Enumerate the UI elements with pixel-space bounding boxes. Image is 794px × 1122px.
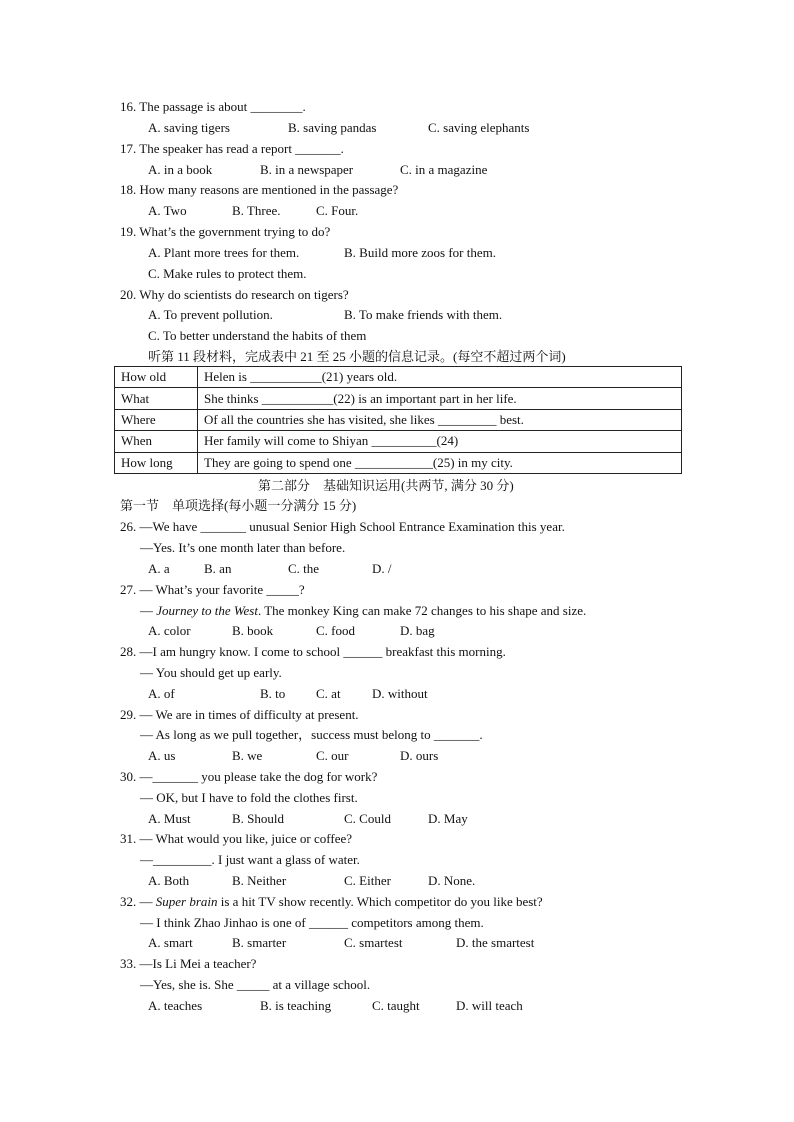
question-32-prefix: 32. — <box>120 894 156 909</box>
question-33-option-b: B. is teaching <box>260 998 332 1013</box>
question-29-option-d: D. ours <box>400 748 439 763</box>
question-31-option-a: A. Both <box>148 873 190 888</box>
question-18-option-b: B. Three. <box>232 203 281 218</box>
question-27-option-a: A. color <box>148 623 191 638</box>
question-30-option-d: D. May <box>428 811 468 826</box>
question-29-option-b: B. we <box>232 748 263 763</box>
section-title: 第一节 单项选择(每小题一分满分 15 分) <box>120 498 357 513</box>
table-instruction: 听第 11 段材料，完成表中 21 至 25 小题的信息记录。(每空不超过两个词) <box>148 349 566 364</box>
question-17-stem: 17. The speaker has read a report _______. <box>120 141 344 156</box>
question-30-line-1: 30. —_______ you please take the dog for work? <box>120 769 378 784</box>
table-row <box>115 409 682 430</box>
question-26-option-a: A. a <box>148 561 170 576</box>
question-20-option-c: C. To better understand the habits of them <box>148 328 367 343</box>
table-row <box>115 452 682 473</box>
question-29-line-2: — As long as we pull together，success must belong to _______. <box>140 727 483 742</box>
question-32-option-b: B. smarter <box>232 935 287 950</box>
question-31-option-c: C. Either <box>344 873 391 888</box>
question-31-line-1: 31. — What would you like, juice or coffee? <box>120 831 353 846</box>
question-27-option-b: B. book <box>232 623 274 638</box>
question-18-stem: 18. How many reasons are mentioned in the passage? <box>120 182 399 197</box>
question-19-option-b: B. Build more zoos for them. <box>344 245 497 260</box>
question-29-option-a: A. us <box>148 748 176 763</box>
question-31-line-2: —_________. I just want a glass of water. <box>140 852 360 867</box>
question-20-option-a: A. To prevent pollution. <box>148 307 273 322</box>
table-row <box>115 367 682 388</box>
question-26-line-2: —Yes. It’s one month later than before. <box>140 540 346 555</box>
question-33-option-c: C. taught <box>372 998 420 1013</box>
question-30-line-2: — OK, but I have to fold the clothes first. <box>140 790 358 805</box>
question-17-option-a: A. in a book <box>148 162 213 177</box>
question-28-line-2: — You should get up early. <box>140 665 282 680</box>
question-33-line-1: 33. —Is Li Mei a teacher? <box>120 956 257 971</box>
book-title: Journey to the West <box>156 603 258 618</box>
question-32-line-1-rest: is a hit TV show recently. Which competitor do you like best? <box>217 894 543 909</box>
question-16-option-c: C. saving elephants <box>428 120 530 135</box>
question-18-option-c: C. Four. <box>316 203 359 218</box>
show-title: Super brain <box>155 894 218 909</box>
question-26-option-c: C. the <box>288 561 320 576</box>
question-16-stem: 16. The passage is about ________. <box>120 99 306 114</box>
question-32-option-a: A. smart <box>148 935 193 950</box>
question-18-option-a: A. Two <box>148 203 187 218</box>
part-title: 第二部分 基础知识运用(共两节, 满分 30 分) <box>258 478 514 493</box>
question-30-option-a: A. Must <box>148 811 191 826</box>
table-key: How long <box>115 452 198 473</box>
question-27-option-c: C. food <box>316 623 355 638</box>
question-17-option-c: C. in a magazine <box>400 162 488 177</box>
question-20-stem: 20. Why do scientists do research on tigers? <box>120 287 349 302</box>
question-16-option-a: A. saving tigers <box>148 120 230 135</box>
question-16-option-b: B. saving pandas <box>288 120 377 135</box>
question-26-line-1: 26. —We have _______ unusual Senior High School Entrance Examination this year. <box>120 519 565 534</box>
question-28-option-c: C. at <box>316 686 341 701</box>
question-27-line-2: — Journey to the West. The monkey King can make 72 changes to his shape and size. <box>140 603 587 618</box>
table-row <box>115 388 682 409</box>
table-value: Of all the countries she has visited, she likes _________ best. <box>198 409 682 430</box>
question-26-option-b: B. an <box>204 561 232 576</box>
question-26-option-d: D. / <box>372 561 392 576</box>
question-28-option-a: A. of <box>148 686 175 701</box>
question-27-line-1: 27. — What’s your favorite _____? <box>120 582 305 597</box>
table-value: Her family will come to Shiyan __________(24) <box>198 431 682 452</box>
question-31-option-d: D. None. <box>428 873 476 888</box>
question-28-line-1: 28. —I am hungry know. I come to school ______ breakfast this morning. <box>120 644 506 659</box>
info-table <box>114 366 682 474</box>
question-29-option-c: C. our <box>316 748 349 763</box>
question-20-option-b: B. To make friends with them. <box>344 307 503 322</box>
table-value: She thinks ___________(22) is an important part in her life. <box>198 388 682 409</box>
question-32-line-1 <box>120 894 543 910</box>
table-key: What <box>115 388 198 409</box>
question-30-option-c: C. Could <box>344 811 391 826</box>
question-33-option-d: D. will teach <box>456 998 523 1013</box>
table-value: Helen is ___________(21) years old. <box>198 367 682 388</box>
question-31-option-b: B. Neither <box>232 873 287 888</box>
question-27-option-d: D. bag <box>400 623 435 638</box>
question-33-option-a: A. teaches <box>148 998 203 1013</box>
question-32-option-d: D. the smartest <box>456 935 535 950</box>
question-28-option-d: D. without <box>372 686 428 701</box>
question-32-line-2: — I think Zhao Jinhao is one of ______ competitors among them. <box>140 915 484 930</box>
table-key: When <box>115 431 198 452</box>
question-29-line-1: 29. — We are in times of difficulty at present. <box>120 707 359 722</box>
table-value: They are going to spend one ____________(25) in my city. <box>198 452 682 473</box>
table-key: Where <box>115 409 198 430</box>
question-28-option-b: B. to <box>260 686 286 701</box>
question-30-option-b: B. Should <box>232 811 285 826</box>
question-27-line-2-rest: . The monkey King can make 72 changes to his shape and size. <box>257 603 587 618</box>
question-19-option-c: C. Make rules to protect them. <box>148 266 307 281</box>
question-17-option-b: B. in a newspaper <box>260 162 354 177</box>
question-19-stem: 19. What’s the government trying to do? <box>120 224 331 239</box>
question-19-option-a: A. Plant more trees for them. <box>148 245 300 260</box>
table-row <box>115 431 682 452</box>
question-33-line-2: —Yes, she is. She _____ at a village school. <box>140 977 371 992</box>
table-key: How old <box>115 367 198 388</box>
question-32-option-c: C. smartest <box>344 935 403 950</box>
